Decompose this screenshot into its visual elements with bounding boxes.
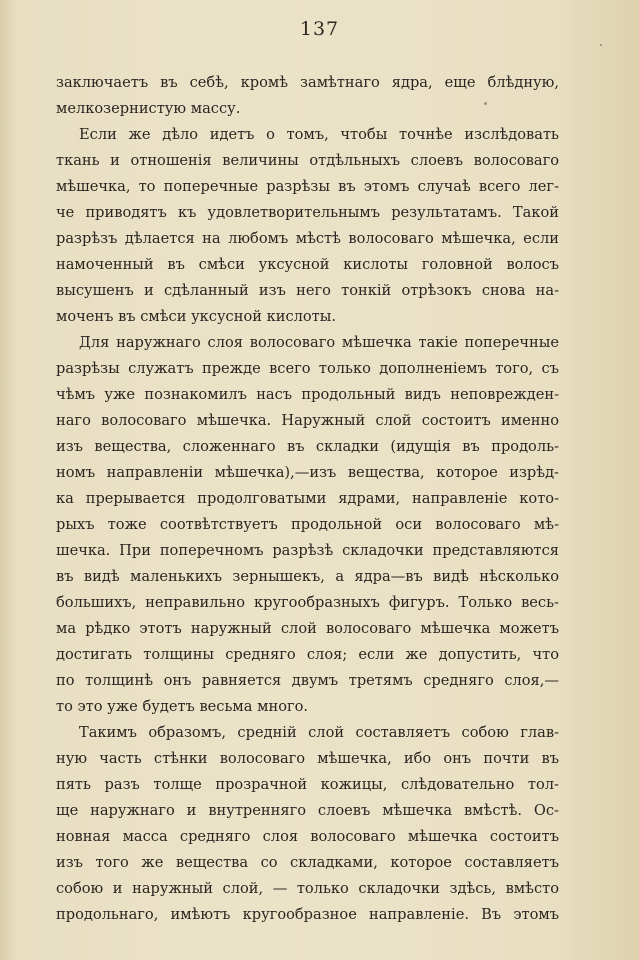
text-line: высушенъ и сдѣланный изъ него тонкій отрѣзокъ снова на-	[56, 282, 559, 299]
paragraph-first-line: Для наружнаго слоя волосоваго мѣшечка такіе поперечные	[79, 334, 559, 351]
text-line: собою и наружный слой, — только складочки здѣсь, вмѣсто	[56, 880, 559, 897]
text-line: номъ направленіи мѣшечка),—изъ вещества, которое изрѣд-	[56, 464, 559, 481]
text-line: достигать толщины средняго слоя; если же допустить, что	[56, 646, 559, 663]
text-line: изъ вещества, сложеннаго въ складки (идущія въ продоль-	[56, 438, 559, 455]
paragraph-first-line: Такимъ образомъ, средній слой составляетъ собою глав-	[79, 724, 559, 741]
text-line: ще наружнаго и внутренняго слоевъ мѣшечка вмѣстѣ. Ос-	[56, 802, 559, 819]
page-number: 137	[299, 18, 340, 40]
text-line: изъ того же вещества со складками, которое составляетъ	[56, 854, 559, 871]
text-line: заключаетъ въ себѣ, кромѣ замѣтнаго ядра, еще блѣдную,	[56, 74, 559, 91]
paper-speck	[600, 44, 602, 46]
text-line: продольнаго, имѣютъ кругообразное направленіе. Въ этомъ	[56, 906, 559, 923]
text-line: большихъ, неправильно кругообразныхъ фигуръ. Только весь-	[56, 594, 559, 611]
text-line: въ видѣ маленькихъ зернышекъ, а ядра—въ видѣ нѣсколько	[56, 568, 559, 585]
text-line: ма рѣдко этотъ наружный слой волосоваго мѣшечка можетъ	[56, 620, 559, 637]
paragraph-first-line: Если же дѣло идетъ о томъ, чтобы точнѣе изслѣдовать	[79, 126, 559, 143]
text-line: разрѣзы служатъ прежде всего только дополненіемъ того, съ	[56, 360, 559, 377]
text-line: ткань и отношенія величины отдѣльныхъ слоевъ волосоваго	[56, 152, 559, 169]
text-line: по толщинѣ онъ равняется двумъ третямъ средняго слоя,—	[56, 672, 559, 689]
text-line: разрѣзъ дѣлается на любомъ мѣстѣ волосоваго мѣшечка, если	[56, 230, 559, 247]
text-line: наго волосоваго мѣшечка. Наружный слой состоитъ именно	[56, 412, 559, 429]
text-line: мѣшечка, то поперечные разрѣзы въ этомъ случаѣ всего лег-	[56, 178, 559, 195]
text-line: чѣмъ уже познакомилъ насъ продольный видъ неповрежден-	[56, 386, 559, 403]
text-line: че приводятъ къ удовлетворительнымъ результатамъ. Такой	[56, 204, 559, 221]
text-line: намоченный въ смѣси уксусной кислоты головной волосъ	[56, 256, 559, 273]
text-line: пять разъ толще прозрачной кожицы, слѣдовательно тол-	[56, 776, 559, 793]
text-line: то это уже будетъ весьма много.	[56, 698, 309, 715]
text-line: мелкозернистую массу.	[56, 100, 241, 117]
text-line: шечка. При поперечномъ разрѣзѣ складочки представляются	[56, 542, 559, 559]
text-line: рыхъ тоже соотвѣтствуетъ продольной оси волосоваго мѣ-	[56, 516, 559, 533]
text-line: моченъ въ смѣси уксусной кислоты.	[56, 308, 337, 325]
text-line: ную часть стѣнки волосоваго мѣшечка, ибо онъ почти въ	[56, 750, 559, 767]
text-line: новная масса средняго слоя волосоваго мѣшечка состоитъ	[56, 828, 559, 845]
text-line: ка прерывается продолговатыми ядрами, направленіе кото-	[56, 490, 559, 507]
paper-speck	[484, 102, 487, 105]
